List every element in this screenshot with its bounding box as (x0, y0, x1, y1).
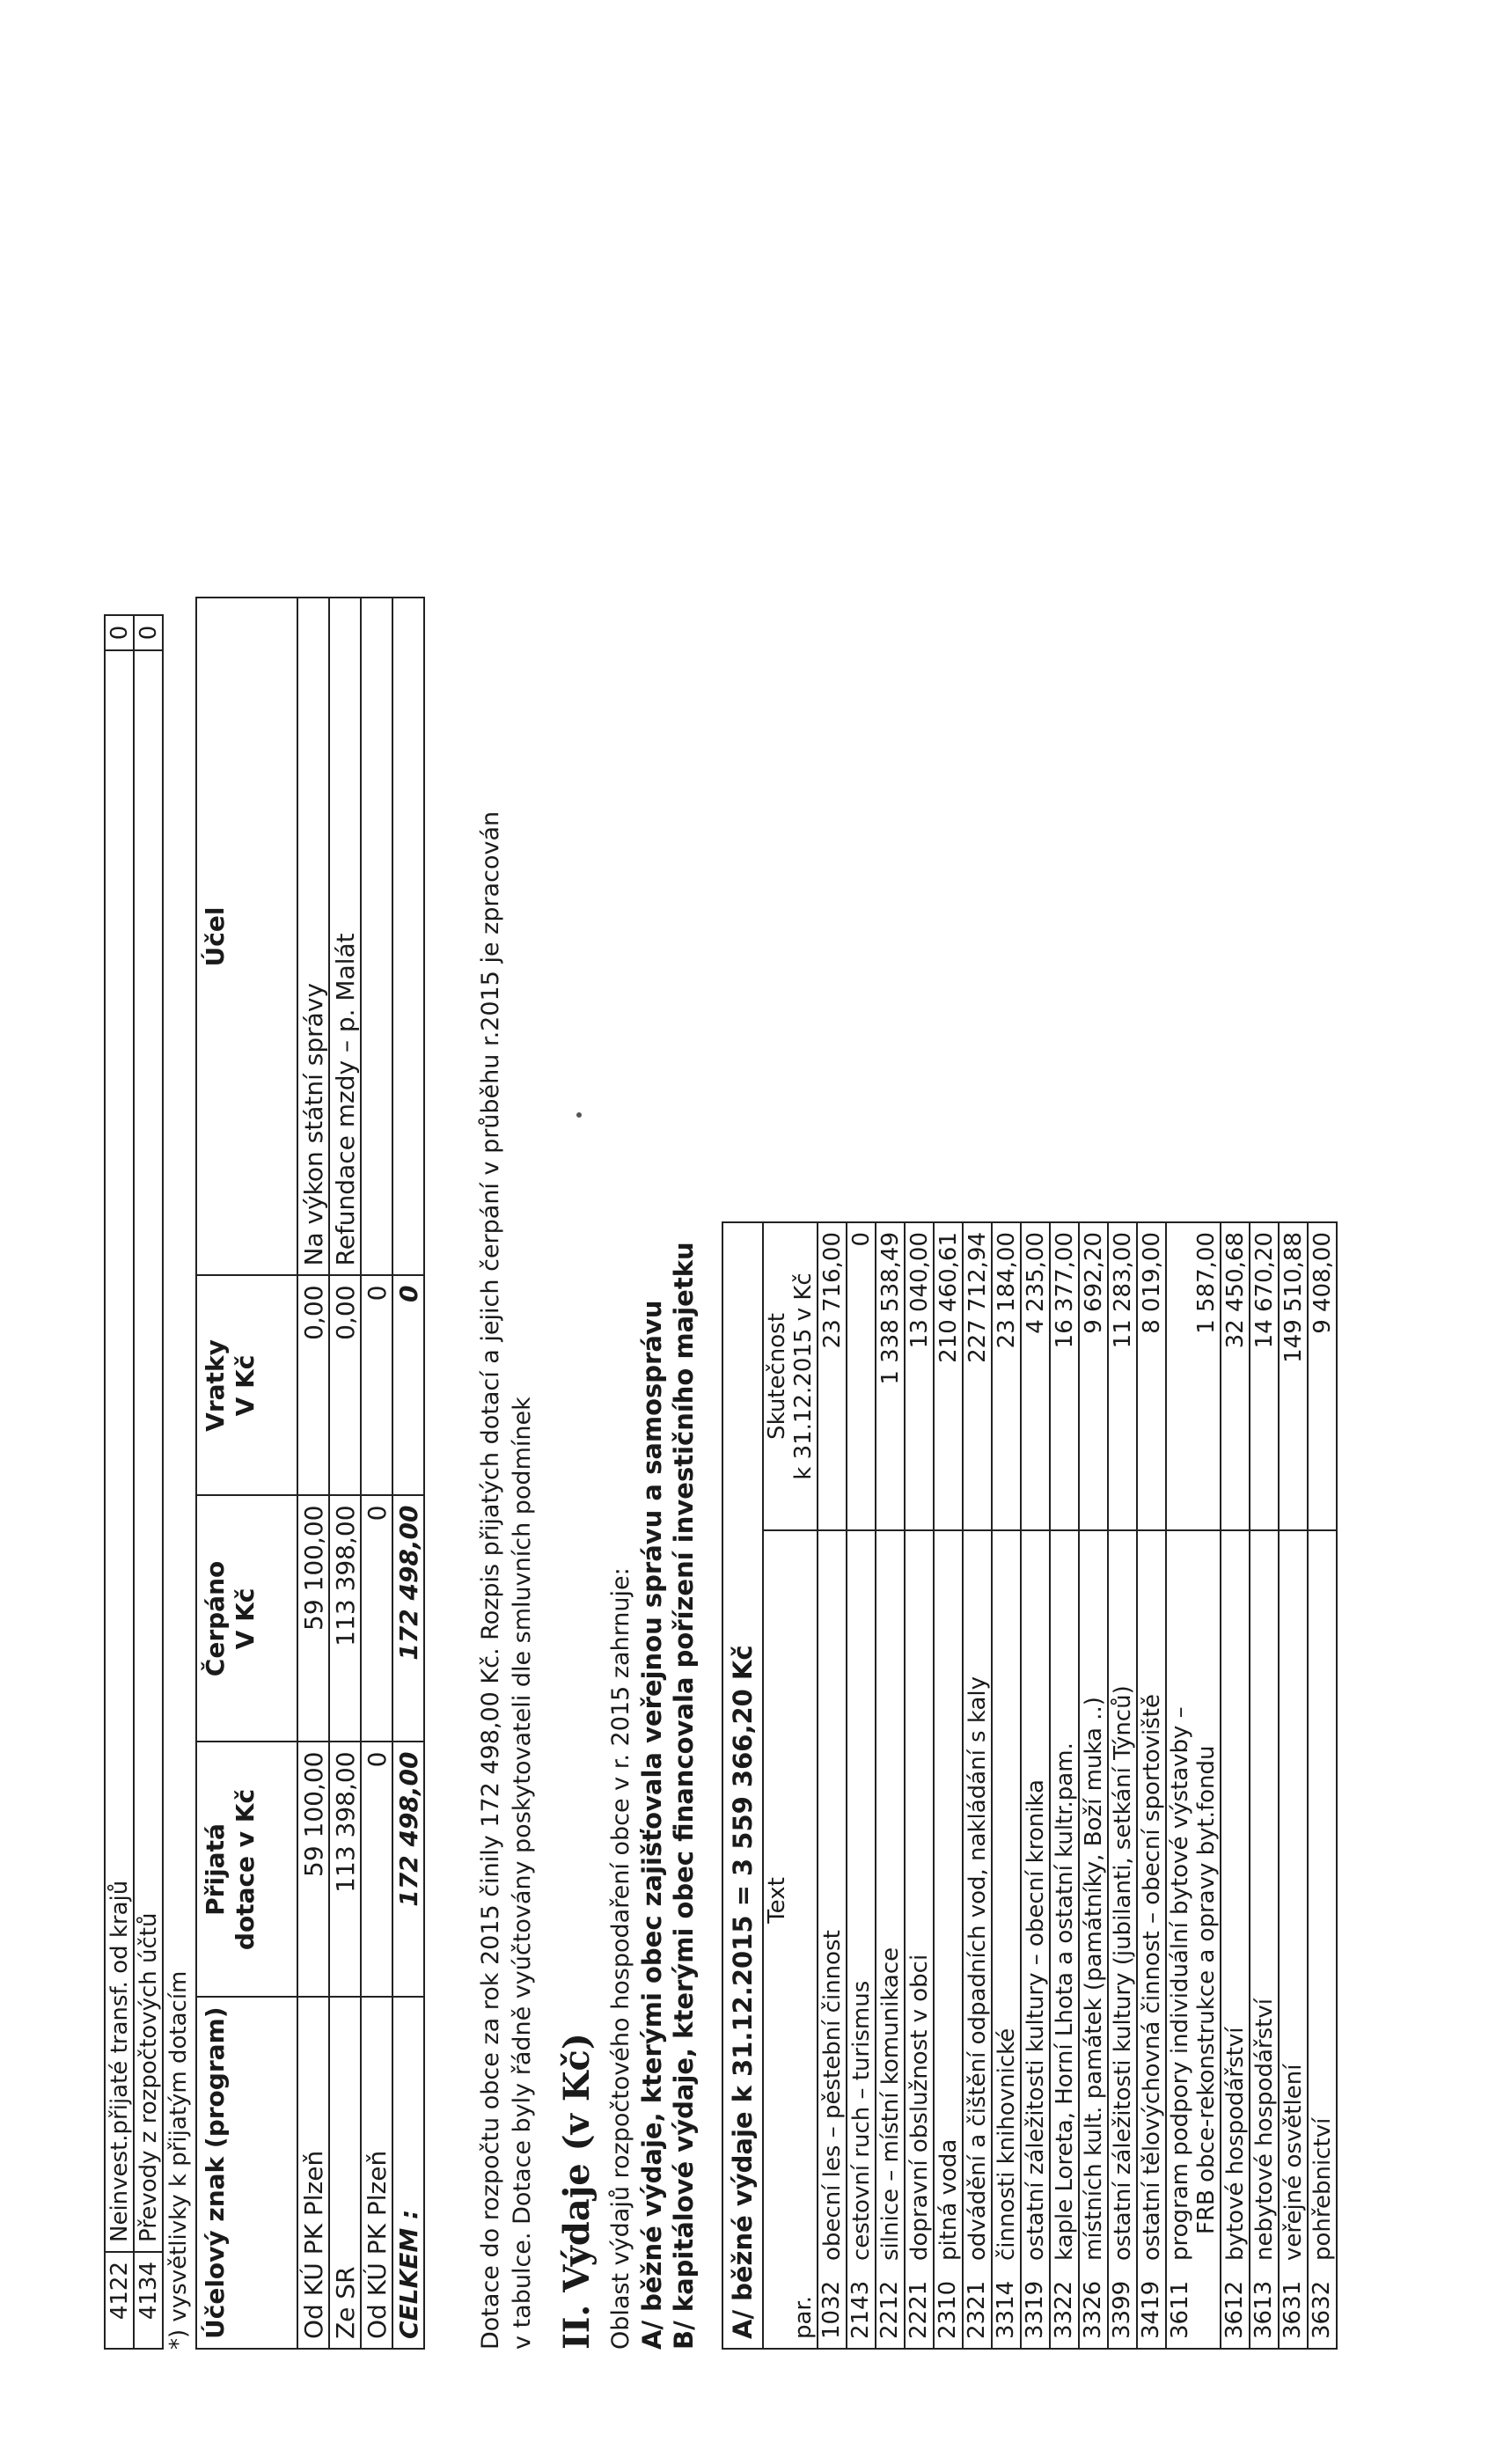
value-cell: 149 510,88 (1279, 1222, 1308, 1530)
table-row (818, 1222, 847, 2349)
current-expenses-table (722, 1221, 1338, 2350)
header-line: V Kč (231, 1354, 260, 1417)
table-row (1166, 1222, 1221, 2349)
value-cell: 23 184,00 (992, 1222, 1021, 1530)
value-cell: 32 450,68 (1221, 1222, 1250, 1530)
text-line: pohřebnictví (1309, 2117, 1336, 2261)
value-cell: 4 235,00 (1021, 1222, 1050, 1530)
table-row (1137, 1222, 1166, 2349)
subsidy-note-line: Dotace do rozpočtu obce za rok 2015 činily 172 498,00 Kč. Rozpis přijatých dotací a jejich čerpání v průběhu r.2015 je zpracován (477, 810, 504, 2350)
section-a-description: A/ běžné výdaje, kterými obec zajišťovala veřejnou správu a samosprávu (637, 1300, 667, 2350)
par-cell: 3326 (1079, 2270, 1108, 2349)
table-row (297, 598, 329, 2349)
value-cell: 1 338 538,49 (876, 1222, 905, 1530)
par-cell: 2143 (847, 2270, 876, 2349)
text-cell (1021, 1530, 1050, 2270)
drawn-cell: 113 398,00 (329, 1495, 361, 1742)
par-cell: 3611 (1166, 2270, 1221, 2349)
section-b-description: B/ kapitálové výdaje, kterými obec financovala pořízení investičního majetku (669, 1242, 699, 2350)
transfer-value: 0 (134, 615, 163, 650)
text-line: silnice – místní komunikace (876, 1947, 904, 2261)
value-cell: 210 460,61 (934, 1222, 963, 1530)
total-drawn: 172 498,00 (392, 1495, 424, 1742)
table-row (1021, 1222, 1050, 2349)
text-line: cestovní ruch – turismus (847, 1980, 875, 2261)
section-intro: Oblast výdajů rozpočtového hospodaření obce v r. 2015 zahrnuje: (607, 1567, 634, 2350)
value-cell: 0 (847, 1222, 876, 1530)
text-cell (963, 1530, 992, 2270)
text-cell (1308, 1530, 1337, 2270)
header-line: k 31.12.2015 v Kč (790, 1272, 817, 1480)
header-line: Skutečnost (764, 1313, 790, 1440)
table-row (847, 1222, 876, 2349)
table-row (134, 615, 163, 2349)
text-line: ostatní záležitosti kultury (jubilanti, setkání Týnců) (1109, 1685, 1136, 2261)
table-row (963, 1222, 992, 2349)
table-row (329, 598, 361, 2349)
text-cell (1250, 1530, 1279, 2270)
total-row (392, 598, 424, 2349)
expenses-body (818, 1222, 1337, 2349)
par-cell: 2212 (876, 2270, 905, 2349)
par-cell: 3314 (992, 2270, 1021, 2349)
table-row (876, 1222, 905, 2349)
table-row (1279, 1222, 1308, 2349)
par-cell: 3399 (1108, 2270, 1137, 2349)
value-cell: 227 712,94 (963, 1222, 992, 1530)
subsidy-note-line: v tabulce. Dotace byly řádně vyúčtovány poskytovateli dle smluvních podmínek (509, 1397, 536, 2350)
text-cell (876, 1530, 905, 2270)
text-cell (818, 1530, 847, 2270)
text-line: místních kult. památek (památníky, Boží muka ..) (1080, 1697, 1107, 2261)
program-cell: Od KÚ PK Plzeň (361, 1997, 392, 2349)
text-line: program podpory individuální bytové výstavby – (1167, 1706, 1193, 2261)
text-cell (934, 1530, 963, 2270)
purpose-cell (361, 598, 392, 1275)
par-cell: 3319 (1021, 2270, 1050, 2349)
program-cell: Ze SR (329, 1997, 361, 2349)
value-cell: 16 377,00 (1050, 1222, 1079, 1530)
returned-cell: 0,00 (297, 1275, 329, 1495)
value-cell: 11 283,00 (1108, 1222, 1137, 1530)
purpose-cell: Na výkon státní správy (297, 598, 329, 1275)
text-line: ostatní tělovýchovná činnost – obecní sportoviště (1138, 1694, 1165, 2261)
table-row (934, 1222, 963, 2349)
table-row (1221, 1222, 1250, 2349)
returned-cell: 0,00 (329, 1275, 361, 1495)
text-line: nebytové hospodářství (1250, 1998, 1278, 2261)
column-header-returned (196, 1275, 297, 1495)
transfer-code: 4122 (105, 2252, 134, 2349)
text-line: obecní les – pěstební činnost (818, 1930, 846, 2261)
text-cell (1108, 1530, 1137, 2270)
table-row (1108, 1222, 1137, 2349)
received-cell: 0 (361, 1742, 392, 1997)
column-header-text: Text (763, 1530, 818, 2270)
text-cell (1050, 1530, 1079, 2270)
returned-cell: 0 (361, 1275, 392, 1495)
table-row (992, 1222, 1021, 2349)
table-row (1250, 1222, 1279, 2349)
text-line: odvádění a čištění odpadních vod, nakládání s kaly (964, 1676, 991, 2261)
transfer-text: Převody z rozpočtových účtů (134, 650, 163, 2252)
footnote: *) vysvětlivky k přijatým dotacím (165, 1970, 192, 2350)
par-cell: 3613 (1250, 2270, 1279, 2349)
transfer-value: 0 (105, 615, 134, 650)
text-line: veřejné osvětlení (1280, 2064, 1307, 2261)
value-cell: 9 408,00 (1308, 1222, 1337, 1530)
table-title-row (722, 1222, 763, 2349)
table-header-row (763, 1222, 818, 2349)
text-line: činnosti knihovnické (993, 2028, 1020, 2261)
text-line: kaple Loreta, Horní Lhota a ostatní kultr.pam. (1051, 1742, 1078, 2261)
received-cell: 59 100,00 (297, 1742, 329, 1997)
header-line: dotace v Kč (231, 1788, 260, 1951)
text-cell (1221, 1530, 1250, 2270)
drawn-cell: 0 (361, 1495, 392, 1742)
par-cell: 3419 (1137, 2270, 1166, 2349)
transfers-table (104, 614, 164, 2350)
header-line: Vratky (201, 1339, 230, 1432)
value-cell: 9 692,20 (1079, 1222, 1108, 1530)
value-cell: 23 716,00 (818, 1222, 847, 1530)
table-row (1308, 1222, 1337, 2349)
par-cell: 3322 (1050, 2270, 1079, 2349)
par-cell: 3631 (1279, 2270, 1308, 2349)
transfer-text: Neinvest.přijaté transf. od krajů (105, 650, 134, 2252)
section-title: II. Výdaje (v Kč) (556, 2033, 598, 2350)
text-line: bytové hospodářství (1221, 2027, 1249, 2261)
table-row (1050, 1222, 1079, 2349)
total-label: CELKEM : (392, 1997, 424, 2349)
par-cell: 3612 (1221, 2270, 1250, 2349)
subsidy-table (195, 597, 425, 2350)
table-row (361, 598, 392, 2349)
header-line: Přijatá (201, 1823, 230, 1916)
received-cell: 113 398,00 (329, 1742, 361, 1997)
value-cell: 1 587,00 (1166, 1222, 1221, 1530)
table-row (105, 615, 134, 2349)
value-cell: 14 670,20 (1250, 1222, 1279, 1530)
program-cell: Od KÚ PK Plzeň (297, 1997, 329, 2349)
text-cell (1137, 1530, 1166, 2270)
text-line: FRB obce-rekonstrukce a opravy byt.fondu (1193, 1745, 1220, 2234)
total-purpose (392, 598, 424, 1275)
text-cell (992, 1530, 1021, 2270)
par-cell: 1032 (818, 2270, 847, 2349)
value-cell: 13 040,00 (905, 1222, 934, 1530)
column-header-purpose: Účel (196, 598, 297, 1275)
text-cell (1079, 1530, 1108, 2270)
scan-speck (576, 1112, 582, 1118)
par-cell: 2310 (934, 2270, 963, 2349)
text-cell (847, 1530, 876, 2270)
text-cell (1279, 1530, 1308, 2270)
column-header-program: Účelový znak (program) (196, 1997, 297, 2349)
text-line: pitná voda (935, 2138, 962, 2261)
par-cell: 2321 (963, 2270, 992, 2349)
table-row (1079, 1222, 1108, 2349)
total-received: 172 498,00 (392, 1742, 424, 1997)
column-header-actual (763, 1222, 818, 1530)
table-row (905, 1222, 934, 2349)
drawn-cell: 59 100,00 (297, 1495, 329, 1742)
text-line: ostatní záležitosti kultury – obecní kronika (1022, 1779, 1049, 2261)
transfer-code: 4134 (134, 2252, 163, 2349)
value-cell: 8 019,00 (1137, 1222, 1166, 1530)
purpose-cell: Refundace mzdy – p. Malát (329, 598, 361, 1275)
column-header-received (196, 1742, 297, 1997)
text-cell (1166, 1530, 1221, 2270)
par-cell: 3632 (1308, 2270, 1337, 2349)
column-header-par: par. (763, 2270, 818, 2349)
expenses-title: A/ běžné výdaje k 31.12.2015 = 3 559 366,20 Kč (722, 1222, 763, 2349)
header-line: Čerpáno (201, 1560, 230, 1677)
header-line: V Kč (231, 1588, 260, 1650)
column-header-drawn (196, 1495, 297, 1742)
total-returned: 0 (392, 1275, 424, 1495)
table-header-row (196, 598, 297, 2349)
par-cell: 2221 (905, 2270, 934, 2349)
text-line: dopravní obslužnost v obci (906, 1954, 933, 2261)
text-cell (905, 1530, 934, 2270)
